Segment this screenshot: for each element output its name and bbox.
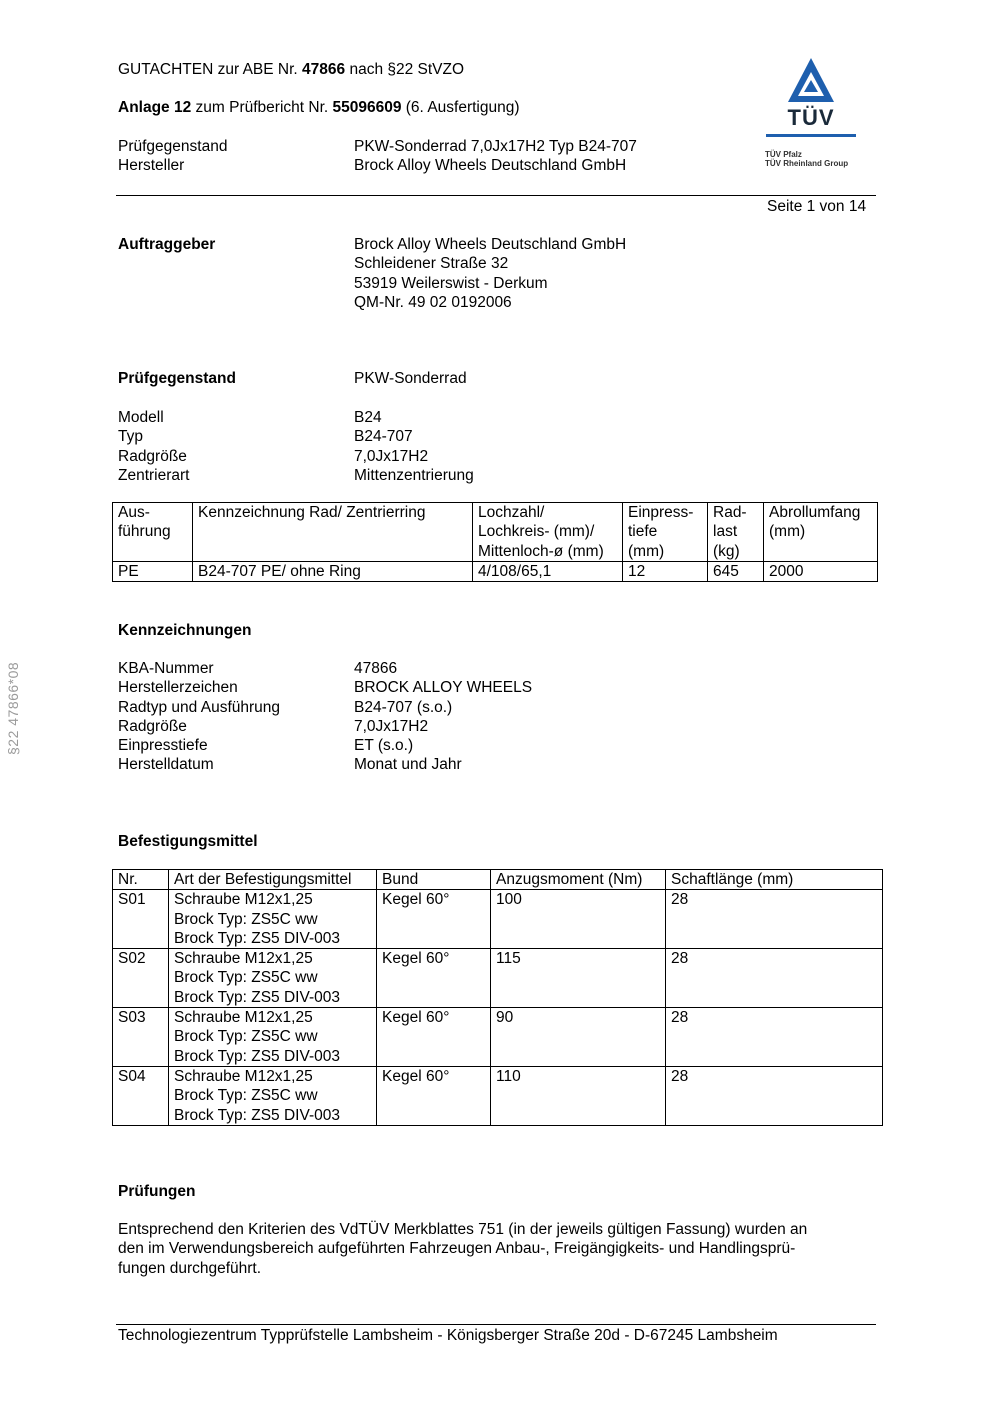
table-header-cell: Einpress- tiefe (mm) bbox=[623, 503, 708, 562]
table-header-cell: Art der Befestigungsmittel bbox=[169, 870, 377, 890]
table-row: S03 Schraube M12x1,25 Brock Typ: ZS5C ww Brock Typ: ZS5 DIV-003 Kegel 60° 90 28 bbox=[113, 1008, 883, 1067]
auftraggeber-label: Auftraggeber bbox=[118, 236, 216, 253]
section-value: PKW-Sonderrad bbox=[354, 370, 467, 387]
table-header-row bbox=[113, 870, 883, 890]
header-label: Prüfgegenstand bbox=[118, 138, 228, 155]
befestigung-title: Befestigungsmittel bbox=[118, 833, 258, 850]
kennzeichnungen-list: KBA-Nummer 47866 Herstellerzeichen BROCK ALLOY WHEELS Radtyp und Ausführung B24-707 (s.o.) Radgröße 7,0Jx17H2 Einpresstiefe ET (s.o.) Herstelldatum Monat und Jahr bbox=[118, 660, 533, 774]
table-header-cell: Aus- führung bbox=[113, 503, 193, 562]
logo-subtitle: TÜV Pfalz TÜV Rheinland Group bbox=[765, 150, 849, 168]
table-row: S02 Schraube M12x1,25 Brock Typ: ZS5C ww Brock Typ: ZS5 DIV-003 Kegel 60° 115 28 bbox=[113, 949, 883, 1008]
rad-table bbox=[112, 502, 878, 582]
header-value: PKW-Sonderrad 7,0Jx17H2 Typ B24-707 bbox=[354, 138, 637, 155]
pruefgegenstand-section bbox=[118, 369, 467, 388]
table-header-cell: Lochzahl/ Lochkreis- (mm)/ Mittenloch-ø (mm) bbox=[473, 503, 623, 562]
auftraggeber-section bbox=[118, 235, 626, 312]
table-cell: 2000 bbox=[764, 561, 878, 581]
table-header-row bbox=[113, 503, 878, 562]
anlage-line: Anlage 12 zum Prüfbericht Nr. 55096609 (6. Ausfertigung) bbox=[118, 99, 520, 116]
table-header-cell: Anzugsmoment (Nm) bbox=[491, 870, 666, 890]
table-header-cell: Rad- last (kg) bbox=[708, 503, 764, 562]
section-label: Prüfgegenstand bbox=[118, 370, 236, 387]
table-header-cell: Abrollumfang (mm) bbox=[764, 503, 878, 562]
auftraggeber-address: Brock Alloy Wheels Deutschland GmbH Schleidener Straße 32 53919 Weilerswist - Derkum QM-Nr. 49 02 0192006 bbox=[354, 236, 627, 311]
header-label: Hersteller bbox=[118, 157, 185, 175]
table-row bbox=[113, 561, 878, 581]
header-divider bbox=[116, 195, 876, 196]
kennzeichnungen-title: Kennzeichnungen bbox=[118, 622, 252, 639]
befestigung-table bbox=[112, 869, 883, 1126]
table-cell: PE bbox=[113, 561, 193, 581]
table-header-cell: Kennzeichnung Rad/ Zentrierring bbox=[193, 503, 473, 562]
table-cell: 12 bbox=[623, 561, 708, 581]
table-cell: B24-707 PE/ ohne Ring bbox=[193, 561, 473, 581]
logo-bar bbox=[766, 134, 856, 137]
pruefgegenstand-details: Modell B24 Typ B24-707 Radgröße 7,0Jx17H2 Zentrierart Mittenzentrierung bbox=[118, 409, 474, 484]
pruefungen-title: Prüfungen bbox=[118, 1183, 196, 1200]
footer-divider bbox=[116, 1324, 876, 1325]
pruefungen-text: Entsprechend den Kriterien des VdTÜV Merkblattes 751 (in der jeweils gültigen Fassung) wurden an den im Verwendungsbereich aufgeführten Fahrzeugen Anbau-, Freigängigkeits- und Handlingsprü- fungen durchgeführt. bbox=[118, 1221, 808, 1277]
tuev-triangle-icon bbox=[762, 56, 860, 106]
table-header-cell: Bund bbox=[377, 870, 491, 890]
table-cell: 645 bbox=[708, 561, 764, 581]
table-row: S01 Schraube M12x1,25 Brock Typ: ZS5C ww Brock Typ: ZS5 DIV-003 Kegel 60° 100 28 bbox=[113, 890, 883, 949]
table-row: S04 Schraube M12x1,25 Brock Typ: ZS5C ww Brock Typ: ZS5 DIV-003 Kegel 60° 110 28 bbox=[113, 1066, 883, 1125]
header-info bbox=[118, 137, 637, 176]
table-cell: 4/108/65,1 bbox=[473, 561, 623, 581]
document-title: GUTACHTEN zur ABE Nr. 47866 nach §22 StVZO bbox=[118, 61, 465, 78]
footer-address: Technologiezentrum Typprüfstelle Lambsheim - Königsberger Straße 20d - D-67245 Lambsheim bbox=[118, 1327, 778, 1344]
header-value: Brock Alloy Wheels Deutschland GmbH bbox=[354, 157, 627, 175]
table-header-cell: Schaftlänge (mm) bbox=[666, 870, 883, 890]
table-header-cell: Nr. bbox=[113, 870, 169, 890]
page-number: Seite 1 von 14 bbox=[767, 198, 867, 215]
tuev-logo bbox=[762, 56, 862, 174]
logo-text: TÜV bbox=[787, 105, 835, 130]
